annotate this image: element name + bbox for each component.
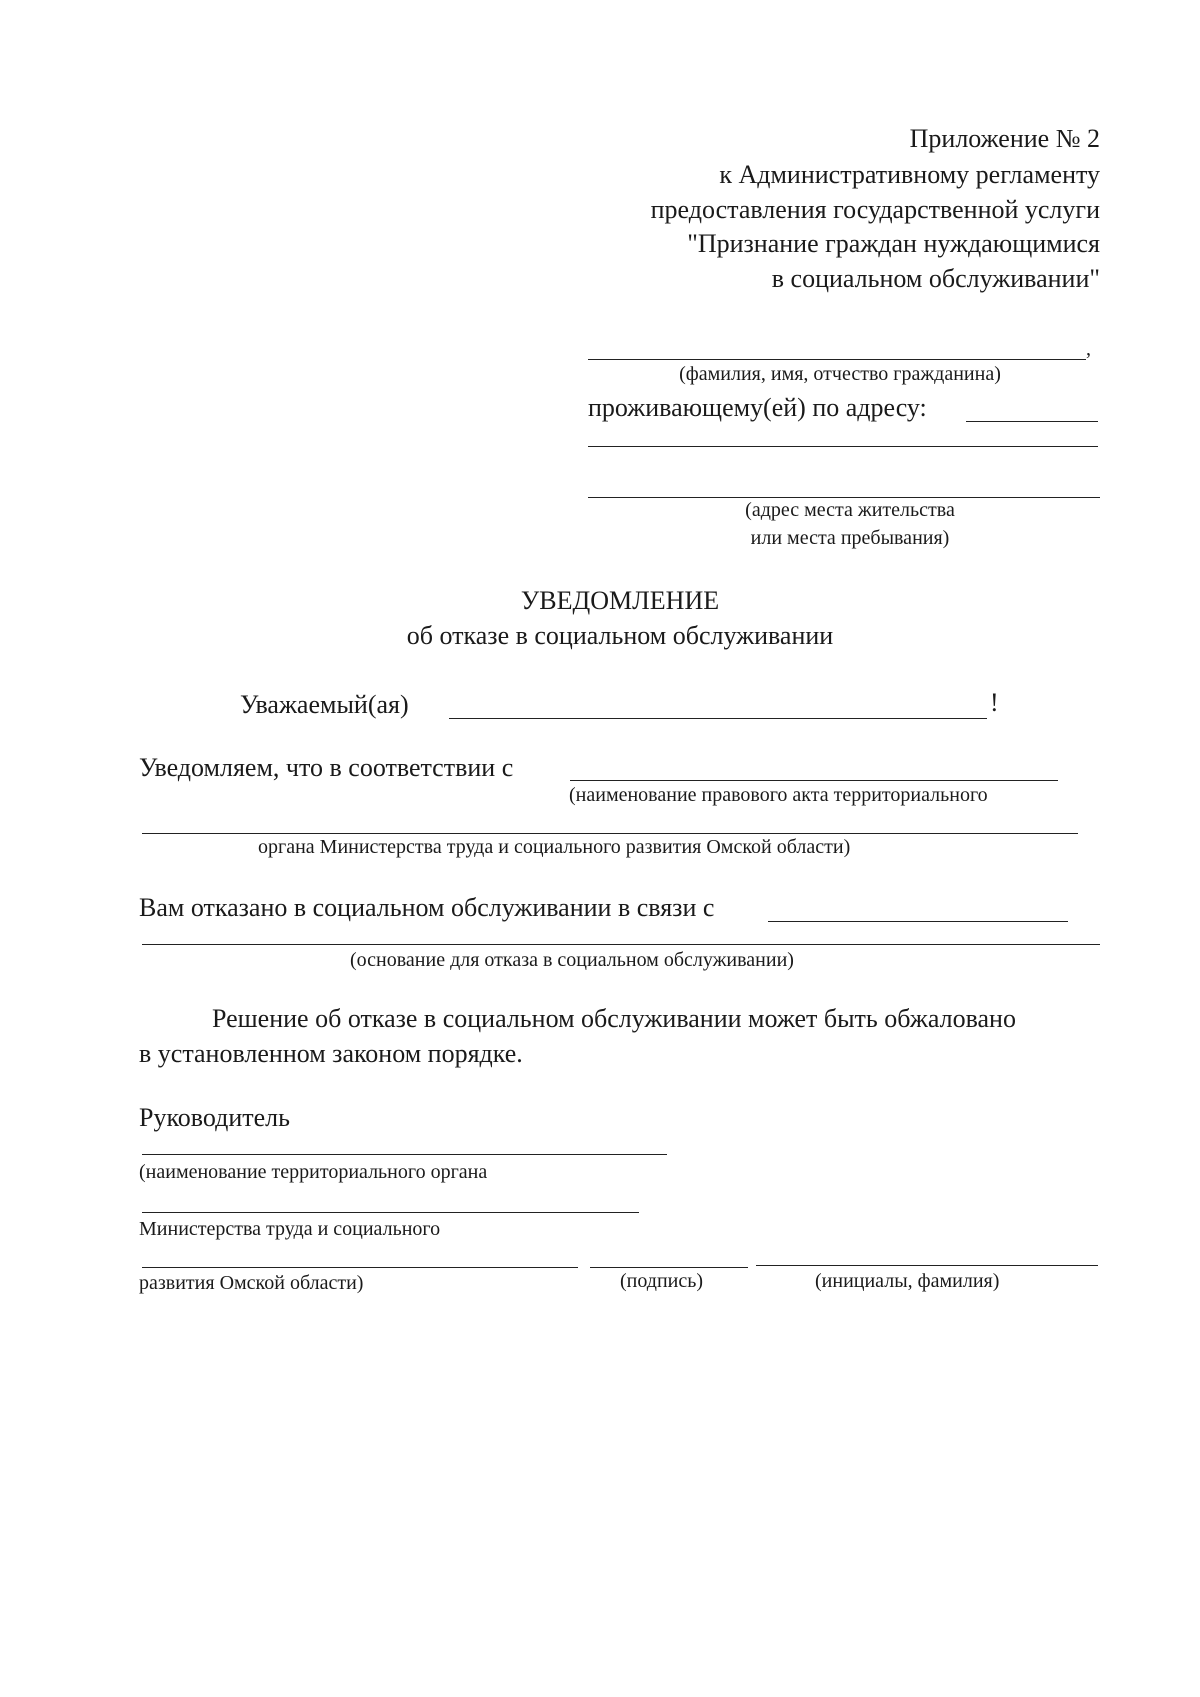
- address-caption-1: (адрес места жительства: [745, 499, 955, 521]
- org-caption-2: Министерства труда и социального: [139, 1218, 441, 1240]
- address-caption-2: или места пребывания): [750, 527, 950, 549]
- recipient-name-line: [588, 359, 1086, 360]
- refusal-reason-line: [768, 921, 1068, 922]
- refusal-reason-caption: (основание для отказа в социальном обслуживании): [350, 949, 794, 971]
- initials-line: [756, 1265, 1098, 1266]
- address-line-1: [966, 421, 1098, 422]
- address-label: проживающему(ей) по адресу:: [588, 393, 927, 422]
- recipient-name-comma: ,: [1086, 338, 1091, 360]
- legal-act-caption-2: органа Министерства труда и социального развития Омской области): [258, 836, 851, 858]
- org-name-line-2: [142, 1212, 639, 1213]
- initials-caption: (инициалы, фамилия): [815, 1270, 1000, 1292]
- document-title: УВЕДОМЛЕНИЕ: [520, 586, 720, 615]
- org-caption-3: развития Омской области): [139, 1272, 364, 1294]
- appendix-service-name-2: в социальном обслуживании": [771, 264, 1100, 293]
- address-line-2: [588, 446, 1098, 447]
- greeting-name-line: [449, 718, 987, 719]
- org-caption-1: (наименование территориального органа: [139, 1161, 488, 1183]
- legal-act-line: [570, 780, 1058, 781]
- notify-label: Уведомляем, что в соответствии с: [139, 753, 514, 782]
- recipient-name-caption: (фамилия, имя, отчество гражданина): [679, 363, 1001, 385]
- org-name-line-1: [142, 1154, 667, 1155]
- signature-line: [590, 1267, 748, 1268]
- org-name-line-3: [142, 1267, 578, 1268]
- appendix-number: Приложение № 2: [909, 124, 1100, 153]
- address-line-3: [588, 497, 1100, 498]
- appeal-text-line-1: Решение об отказе в социальном обслуживании может быть обжаловано: [212, 1004, 1016, 1033]
- appendix-service: предоставления государственной услуги: [650, 195, 1100, 224]
- appeal-text-line-2: в установленном законом порядке.: [139, 1039, 523, 1068]
- appendix-regulation: к Административному регламенту: [719, 160, 1100, 189]
- greeting-label: Уважаемый(ая): [240, 690, 409, 719]
- refusal-reason-line-2: [142, 944, 1100, 945]
- signature-caption: (подпись): [620, 1270, 704, 1292]
- document-subtitle: об отказе в социальном обслуживании: [406, 621, 834, 650]
- legal-act-line-2: [142, 833, 1078, 834]
- appendix-service-name-1: "Признание граждан нуждающимися: [687, 229, 1100, 258]
- legal-act-caption-1: (наименование правового акта территориального: [569, 784, 988, 806]
- head-label: Руководитель: [139, 1103, 290, 1132]
- greeting-exclamation: !: [990, 688, 999, 717]
- refused-label: Вам отказано в социальном обслуживании в связи с: [139, 893, 715, 922]
